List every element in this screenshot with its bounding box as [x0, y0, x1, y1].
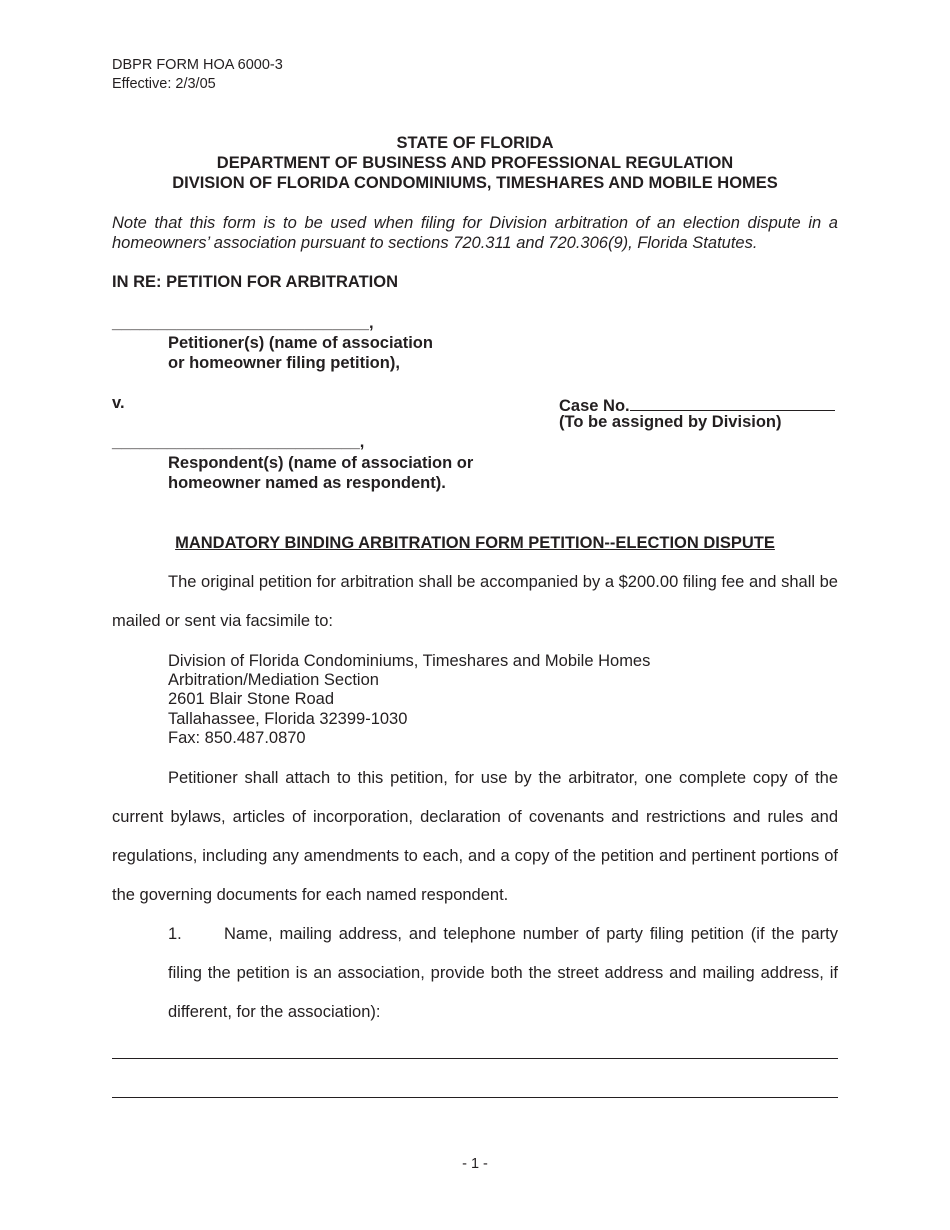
case-number-label: Case No. — [559, 397, 630, 415]
respondent-label-1: Respondent(s) (name of association or — [168, 454, 474, 472]
address-line-2: Arbitration/Mediation Section — [168, 671, 379, 689]
address-line-4: Tallahassee, Florida 32399-1030 — [168, 710, 408, 728]
agency-state: STATE OF FLORIDA — [396, 134, 554, 152]
respondent-label-2: homeowner named as respondent). — [168, 474, 446, 492]
filing-line-1: The original petition for arbitration shall be accompanied by a $200.00 filing fee and shall be — [168, 573, 838, 591]
answer-line-1 — [112, 1058, 838, 1059]
case-number-note: (To be assigned by Division) — [559, 413, 782, 431]
address-line-1: Division of Florida Condominiums, Timeshares and Mobile Homes — [168, 652, 651, 670]
item-1-line-1: Name, mailing address, and telephone number of party filing petition (if the party — [224, 925, 838, 943]
agency-division: DIVISION OF FLORIDA CONDOMINIUMS, TIMESHARES AND MOBILE HOMES — [172, 174, 778, 192]
agency-department: DEPARTMENT OF BUSINESS AND PROFESSIONAL REGULATION — [216, 154, 734, 172]
attach-line-3: regulations, including any amendments to each, and a copy of the petition and pertinent portions of — [112, 847, 838, 865]
note-line-2: homeowners’ association pursuant to sections 720.311 and 720.306(9), Florida Statutes. — [112, 234, 758, 252]
case-number-blank — [630, 394, 835, 411]
effective-date: Effective: 2/3/05 — [112, 76, 216, 92]
attach-line-2: current bylaws, articles of incorporation, declaration of covenants and restrictions and rules and — [112, 808, 838, 826]
item-1-line-2: filing the petition is an association, provide both the street address and mailing address, if — [168, 964, 838, 982]
attach-line-4: the governing documents for each named respondent. — [112, 886, 509, 904]
item-1-number: 1. — [168, 925, 182, 943]
petitioner-blank: ____________________________, — [112, 314, 374, 332]
petitioner-label-1: Petitioner(s) (name of association — [168, 334, 433, 352]
versus-label: v. — [112, 394, 125, 412]
item-1-line-3: different, for the association): — [168, 1003, 381, 1021]
page-number: - 1 - — [462, 1156, 488, 1172]
form-number: DBPR FORM HOA 6000-3 — [112, 57, 283, 73]
answer-line-2 — [112, 1097, 838, 1098]
attach-line-1: Petitioner shall attach to this petition, for use by the arbitrator, one complete copy of the — [168, 769, 838, 787]
address-line-3: 2601 Blair Stone Road — [168, 690, 335, 708]
form-title: MANDATORY BINDING ARBITRATION FORM PETITION--ELECTION DISPUTE — [175, 534, 775, 552]
filing-line-2: mailed or sent via facsimile to: — [112, 612, 334, 630]
respondent-blank: ___________________________, — [112, 433, 365, 451]
address-fax: Fax: 850.487.0870 — [168, 729, 306, 747]
in-re-heading: IN RE: PETITION FOR ARBITRATION — [112, 273, 398, 291]
petitioner-label-2: or homeowner filing petition), — [168, 354, 400, 372]
note-line-1: Note that this form is to be used when filing for Division arbitration of an election dispute in a — [112, 214, 838, 232]
